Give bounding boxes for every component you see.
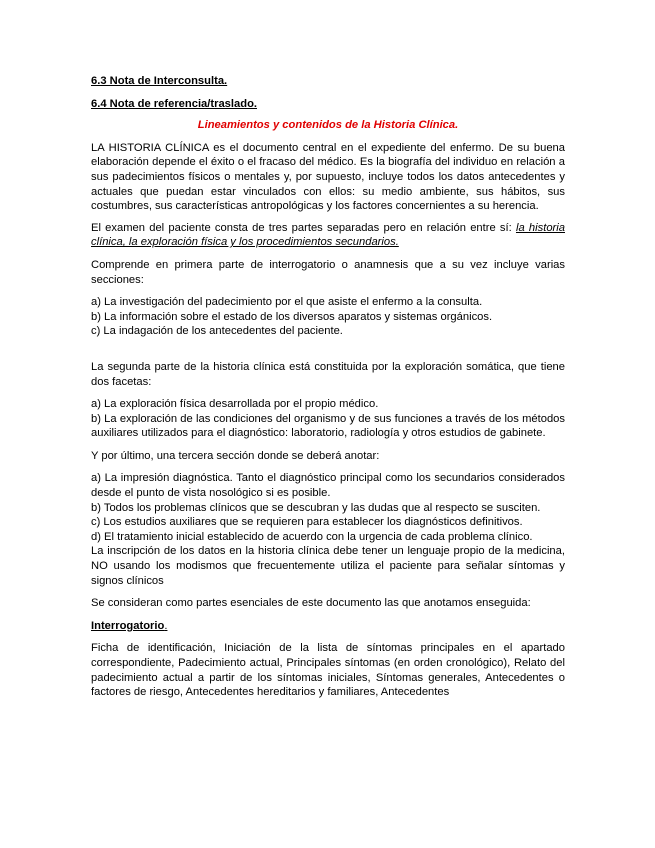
first-part-list [91, 295, 565, 339]
second-part-list [91, 397, 565, 441]
list-item: c) Los estudios auxiliares que se requieren para establecer los diagnósticos definitivos. [91, 516, 523, 529]
intro-paragraph: LA HISTORIA CLÍNICA es el documento central en el expediente del enfermo. De su buena elaboración depende el éxito o el fracaso del médico. Es la biografía del individuo en relación a sus padecimientos físicos o mentales y, por supuesto, incluye todos los datos antecedentes y actuales que puedan estar vinculados con ellos: su medio ambiente, sus hábitos, sus costumbres, sus características antropológicas y los factores concernientes a su herencia. [91, 141, 565, 213]
third-part-paragraph: Y por último, una tercera sección donde se deberá anotar: [91, 449, 380, 462]
heading-interconsulta: 6.3 Nota de Interconsulta. [91, 75, 228, 87]
interrogatorio-heading: Interrogatorio. [91, 619, 168, 632]
document-page [91, 74, 565, 700]
second-part-paragraph: La segunda parte de la historia clínica está constituida por la exploración somática, que tiene dos facetas: [91, 360, 565, 388]
list-item: a) La impresión diagnóstica. Tanto el diagnóstico principal como los secundarios considerados desde el punto de vista nosológico si es posible. [91, 472, 565, 500]
exam-text: El examen del paciente consta de tres partes separadas pero en relación entre sí: [91, 221, 516, 234]
first-part-paragraph: Comprende en primera parte de interrogatorio o anamnesis que a su vez incluye varias secciones: [91, 258, 565, 286]
list-item: c) La indagación de los antecedentes del paciente. [91, 325, 343, 338]
list-item: a) La exploración física desarrollada por el propio médico. [91, 398, 379, 411]
exam-paragraph [91, 221, 565, 250]
inscription-paragraph: La inscripción de los datos en la historia clínica debe tener un lenguaje propio de la medicina, NO usando los modismos que frecuentemente utiliza el paciente para señalar síntomas y signos clínicos [91, 545, 565, 587]
heading-referencia-traslado: 6.4 Nota de referencia/traslado. [91, 97, 258, 110]
section-title: Lineamientos y contenidos de la Historia Clínica. [197, 119, 459, 132]
list-item: d) El tratamiento inicial establecido de acuerdo con la urgencia de cada problema clínico. [91, 530, 533, 543]
list-item: b) La información sobre el estado de los diversos aparatos y sistemas orgánicos. [91, 310, 493, 323]
list-item: a) La investigación del padecimiento por el que asiste el enfermo a la consulta. [91, 296, 483, 309]
exam-underlined: la historia clínica, la exploración física y los procedimientos secundarios. [91, 221, 565, 249]
interrogatorio-paragraph: Ficha de identificación, Iniciación de la lista de síntomas principales en el apartado correspondiente, Padecimiento actual, Principales síntomas (en orden cronológico), Relato del padecimiento actual a partir de los síntomas iniciales, Síntomas generales, Antecedentes o factores de riesgo, Antecedentes hereditarios y familiares, Antecedentes [91, 642, 565, 699]
interrogatorio-heading-text: Interrogatorio [91, 619, 165, 632]
list-item: b) La exploración de las condiciones del organismo y de sus funciones a través de los métodos auxiliares utilizados para el diagnóstico: laboratorio, radiología y otros estudios de gabinete. [91, 412, 565, 440]
essential-paragraph: Se consideran como partes esenciales de este documento las que anotamos enseguida: [91, 597, 531, 610]
list-item: b) Todos los problemas clínicos que se descubran y las dudas que al respecto se susciten. [91, 501, 541, 514]
third-part-list [91, 471, 565, 588]
